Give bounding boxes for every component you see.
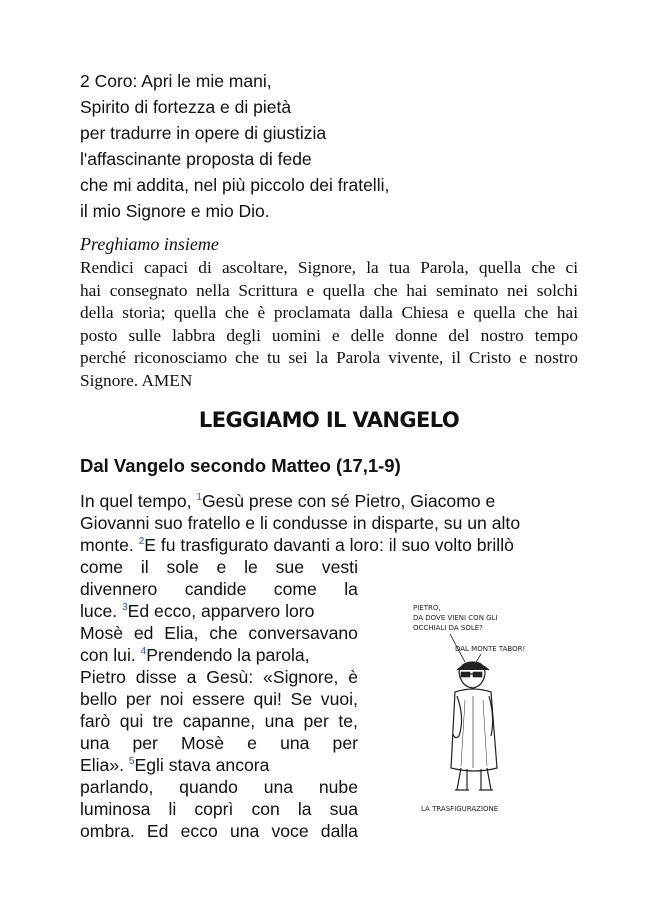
word: la (344, 579, 358, 599)
word: voce (271, 821, 309, 841)
verse-number: 2 (138, 536, 145, 547)
word: li (168, 799, 177, 819)
word: sue (275, 557, 304, 577)
gospel-line: In quel tempo, $^1$Gesù prese con sé Pietro, Giacomo e (80, 491, 496, 511)
gospel-line (80, 688, 358, 710)
poem-line: per tradurre in opere di giustizia (80, 123, 327, 143)
gospel-line: monte. $^2$E fu trasfigurato davanti a loro: il suo volto brillò (80, 535, 514, 555)
cartoon-question-line: DA DOVE VIENI CON GLI (413, 614, 498, 622)
word: divennero (80, 579, 158, 599)
word: Gesù: (206, 667, 254, 687)
word: parlando, (80, 777, 154, 797)
gospel-line (80, 666, 358, 688)
prayer-line: hai consegnato nella Scrittura e quella che hai seminato nei solchi (80, 280, 578, 300)
word: come (80, 557, 124, 577)
word: a (186, 667, 197, 687)
cartoon-answer: DAL MONTE TABOR! (455, 645, 526, 653)
word: candide (184, 579, 247, 599)
poem-line: che mi addita, nel più piccolo dei fratelli, (80, 175, 390, 195)
cartoon-question-line: PIETRO, (413, 604, 441, 612)
cartoon-caption: LA TRASFIGURAZIONE (421, 805, 499, 813)
word: per (332, 733, 358, 753)
word: quando (179, 777, 238, 797)
word: per (132, 733, 158, 753)
peter-figure (451, 662, 497, 790)
transfiguration-cartoon (395, 600, 545, 815)
word: una (264, 711, 294, 731)
word: ecco (180, 821, 218, 841)
gospel-line: con lui. $^4$Prendendo la parola, (80, 645, 310, 665)
gospel-line: Elia». $^5$Egli stava ancora (80, 755, 270, 775)
word: conversavano (248, 623, 358, 643)
gospel-line (80, 798, 358, 820)
word: nube (318, 777, 358, 797)
verse-number: 1 (196, 492, 202, 503)
word: Pietro (80, 667, 126, 687)
word: il (140, 557, 149, 577)
word: «Signore, (263, 667, 339, 687)
prayer-line: Rendici capaci di ascoltare, Signore, la tua Parola, quella che ci (80, 258, 578, 277)
poem-line: Spirito di fortezza e di pietà (80, 97, 292, 117)
word: Se (290, 689, 313, 709)
word: vuoi, (320, 689, 358, 709)
word: una (263, 777, 294, 797)
verse-number: 4 (140, 646, 147, 657)
prayer-line: Signore. AMEN (80, 370, 193, 390)
word: Mosè (181, 733, 225, 753)
word: con (251, 799, 280, 819)
prayer-line: posto sulle labbra degli uomini e delle donne del nostro tempo (80, 325, 578, 345)
section-heading: LEGGIAMO IL VANGELO (198, 408, 460, 432)
word: vesti (321, 557, 358, 577)
poem-stanza (80, 68, 389, 224)
poem-line: il mio Signore e mio Dio. (80, 201, 270, 221)
word: Mosè (80, 623, 124, 643)
gospel-line (80, 776, 358, 798)
cartoon-question-line: OCCHIALI DA SOLE? (413, 624, 483, 632)
word: una (280, 733, 310, 753)
word: qui! (253, 689, 282, 709)
word: una (80, 733, 110, 753)
word: coprì (194, 799, 234, 819)
word: te, (338, 711, 358, 731)
word: sua (329, 799, 358, 819)
word: ed (133, 623, 154, 643)
poem-line: 2 Coro: Apri le mie mani, (80, 71, 272, 91)
word: una (229, 821, 260, 841)
gospel-line (80, 556, 358, 578)
gospel-line: Giovanni suo fratello e li condusse in disparte, su un alto (80, 513, 521, 533)
word: e (247, 733, 257, 753)
gospel-line (80, 820, 358, 842)
word: Ed (146, 821, 169, 841)
word: capanne, (182, 711, 256, 731)
word: Elia, (164, 623, 199, 643)
word: che (209, 623, 238, 643)
gospel-line (80, 710, 358, 732)
gospel-line: luce. $^3$Ed ecco, apparvero loro (80, 601, 315, 621)
word: disse (135, 667, 177, 687)
word: è (348, 667, 358, 687)
poem-line: l'affascinante proposta di fede (80, 149, 312, 169)
word: e (216, 557, 227, 577)
word: come (273, 579, 317, 599)
word: per (303, 711, 329, 731)
prayer-line: perché riconosciamo che tu sei la Parola vivente, il Cristo e nostro (80, 348, 578, 367)
gospel-line (80, 578, 358, 600)
word: noi (159, 689, 184, 709)
word: bello (80, 689, 118, 709)
gospel-reference: Dal Vangelo secondo Matteo (17,1-9) (80, 455, 401, 476)
verse-number: 5 (128, 756, 135, 767)
word: sole (166, 557, 199, 577)
prayer-line: della storia; quella che è proclamata dalla Chiesa e quella che hai (80, 303, 578, 322)
prayer-title: Preghiamo insieme (80, 234, 219, 254)
gospel-line (80, 732, 358, 754)
word: la (297, 799, 312, 819)
word: ombra. (80, 821, 135, 841)
gospel-line (80, 622, 358, 644)
prayer-body (80, 257, 578, 392)
word: luminosa (80, 799, 151, 819)
word: tre (152, 711, 174, 731)
word: dalla (320, 821, 358, 841)
word: le (244, 557, 258, 577)
verse-number: 3 (122, 602, 128, 613)
word: essere (192, 689, 245, 709)
word: qui (119, 711, 144, 731)
word: per (125, 689, 152, 709)
word: farò (80, 711, 111, 731)
